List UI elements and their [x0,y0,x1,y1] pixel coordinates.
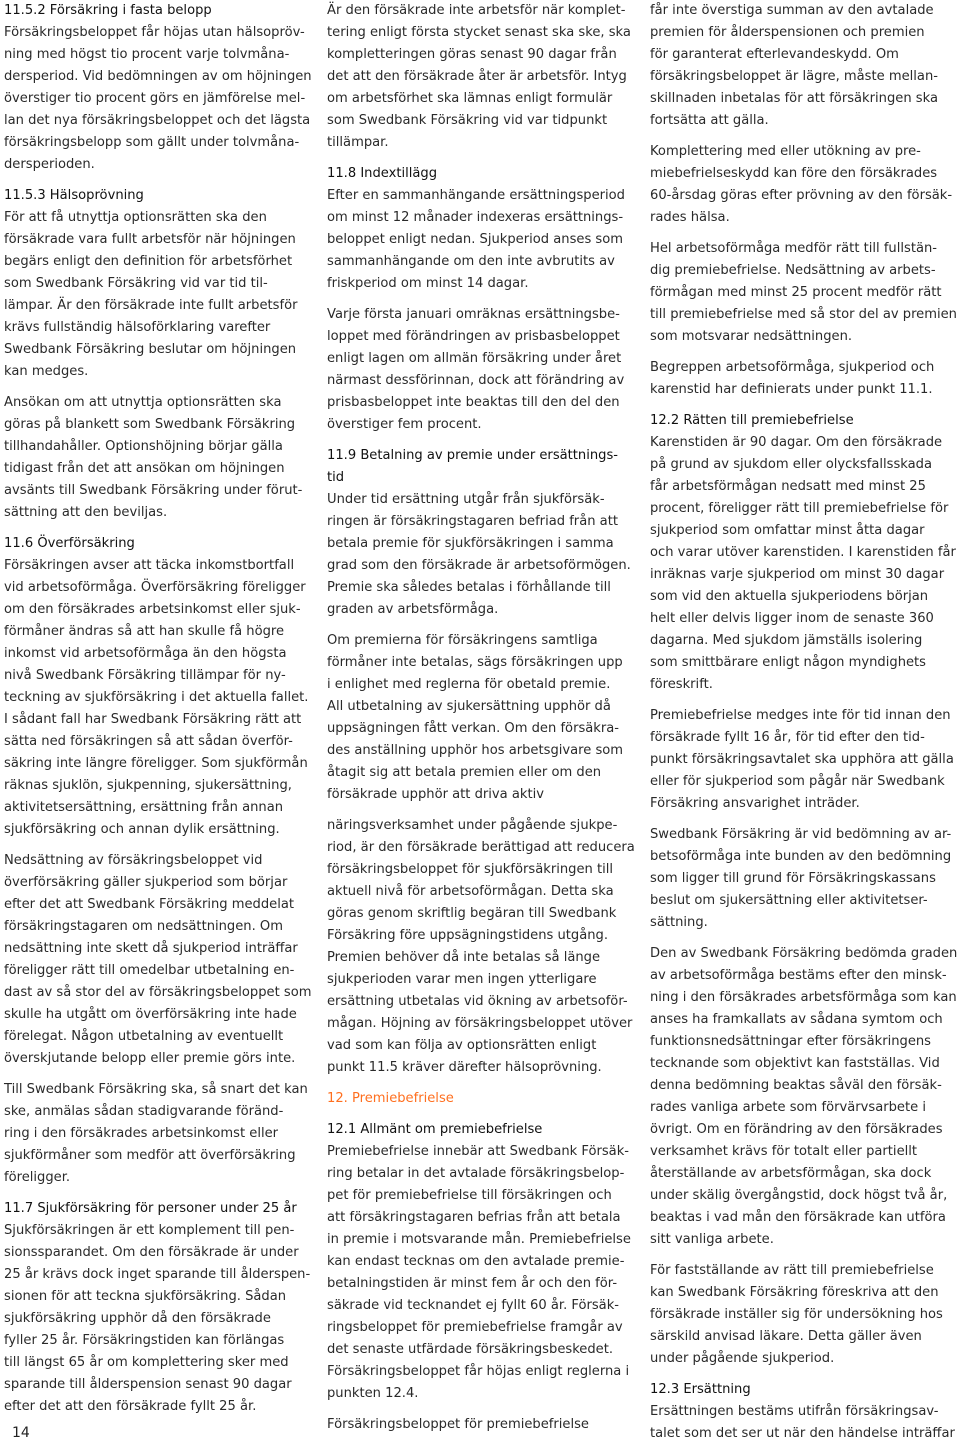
body-text-line: ersättning utbetalas vid ökning av arbetsoför- [327,994,628,1009]
body-text-line: som Swedbank Försäkring vid var tid til- [4,276,268,291]
body-text-line: procent, föreligger rätt till premiebefrielse för [650,501,949,516]
body-text-line: föreligger. [4,1170,71,1185]
paragraph-gap [650,1370,960,1379]
body-text-line: helt eller delvis ligger inom de senaste 360 [650,611,934,626]
body-text-line: dagarna. Med sjukdom jämställs isolering [650,633,923,648]
body-text-line: skillnaden inbetalas för att försäkringen ska [650,91,938,106]
body-text-line: loppet med förändringen av prisbasbeloppet [327,329,620,344]
body-text-line: eller för sjukperiod som pågår när Swedbank [650,774,945,789]
body-text-line: 60-årsdag göras efter prövning av den försäk- [650,188,953,203]
body-text-line: All utbetalning av sjukersättning upphör då [327,699,611,714]
body-text-line: förmåner inte betalas, sägs försäkringen upp [327,655,623,670]
body-text-line: göras på blankett som Swedbank Försäkring [4,417,296,432]
paragraph-gap [327,1110,637,1119]
body-text-line: får arbetsförmågan nedsatt med minst 25 [650,479,926,494]
body-text-line: tecknande som objektivt kan fastställas. Vid [650,1056,940,1071]
body-text-line: anses ha framkallats av sådana symtom och [650,1012,943,1027]
body-text-line: som motsvarar nedsättningen. [650,329,853,344]
body-text-line: sättning att den beviljas. [4,505,168,520]
body-text-line: närmast dessförinnan, dock att förändring av [327,373,625,388]
body-text-line: förmågan med minst 25 procent medför rätt [650,285,942,300]
body-text-line: överstiger tio procent görs en jämförelse mel- [4,91,306,106]
paragraph-gap [650,934,960,943]
paragraph-gap [650,815,960,824]
body-text-line: 25 år krävs dock inget sparande till ålderspen- [4,1267,311,1282]
body-text-line: på grund av sjukdom eller olycksfallsskada [650,457,932,472]
body-text-line: Hel arbetsoförmåga medför rätt till fullstän- [650,241,938,256]
section-heading: 12.1 Allmänt om premiebefrielse [327,1122,543,1137]
body-text-line: försäkrade upphör att driva aktiv [327,787,544,802]
text-column-3 [650,0,960,1445]
body-text-line: Premiebefrielse innebär att Swedbank Försäk- [327,1144,629,1159]
body-text-line: premien för ålderspensionen och premien [650,25,925,40]
body-text-line: betala premie för sjukförsäkringen i samma [327,536,614,551]
body-text-line: inkomst vid arbetsoförmåga än den högsta [4,646,287,661]
body-text-line: dersperioden. [4,157,95,172]
section-heading: 11.5.2 Försäkring i fasta belopp [4,3,212,18]
body-text-line: vid arbetsoförmåga. Överförsäkring föreligger [4,580,306,595]
body-text-line: ringen är försäkringstagaren befriad från att [327,514,618,529]
body-text-line: För fastställande av rätt till premiebefrielse [650,1263,934,1278]
paragraph-gap [327,295,637,304]
section-heading: 12.3 Ersättning [650,1382,751,1397]
body-text-line: miebefrielseskydd kan före den försäkrades [650,166,938,181]
paragraph-gap [4,1070,312,1079]
body-text-line: aktuell nivå för arbetsoförmågan. Detta ska [327,884,614,899]
body-text-line: Premien behöver då inte betalas så länge [327,950,601,965]
section-heading: 11.8 Indextillägg [327,166,438,181]
body-text-line: verksamhet krävs för totalt eller partiellt [650,1144,918,1159]
section-heading: 11.9 Betalning av premie under ersättnings- [327,448,619,463]
body-text-line: säkring inte längre föreligger. Som sjukförmån [4,756,308,771]
body-text-line: i enlighet med reglerna för obetald premie. [327,677,611,692]
body-text-line: att försäkringstagaren befrias från att betala [327,1210,621,1225]
body-text-line: dersperiod. Vid bedömningen av om höjningen [4,69,312,84]
paragraph-gap [650,132,960,141]
paragraph-gap [650,229,960,238]
body-text-line: tidigast från det att ansökan om höjningen [4,461,285,476]
body-text-line: punkten 12.4. [327,1386,419,1401]
body-text-line: sitt vanliga arbete. [650,1232,774,1247]
body-text-line: återställande av arbetsförmågan, ska dock [650,1166,932,1181]
body-text-line: försäkrade fyllt 16 år, för tid efter den tid- [650,730,925,745]
body-text-line: fortsätta att gälla. [650,113,769,128]
body-text-line: karenstid har definierats under punkt 11.1. [650,382,933,397]
body-text-line: inräknas varje sjukperiod om minst 30 dagar [650,567,945,582]
body-text-line: föreligger rätt till omedelbar utbetalning en- [4,963,295,978]
paragraph-gap [650,348,960,357]
paragraph-gap [650,401,960,410]
body-text-line: kompletteringen göras senast 90 dagar från [327,47,617,62]
body-text-line: sammanhängande om den inte avbrutits av [327,254,615,269]
body-text-line: Varje första januari omräknas ersättningsbe- [327,307,620,322]
body-text-line: rades vanliga arbete som förvärvsarbete i [650,1100,926,1115]
paragraph-gap [4,841,312,850]
body-text-line: Är den försäkrade inte arbetsför när komplet- [327,3,626,18]
body-text-line: får inte överstiga summan av den avtalade [650,3,934,18]
body-text-line: ske, anmälas sådan stadigvarande föränd- [4,1104,284,1119]
body-text-line: föreskrift. [650,677,713,692]
body-text-line: till premiebefrielse med så stor del av premien [650,307,957,322]
section-heading: 11.7 Sjukförsäkring för personer under 25 år [4,1201,297,1216]
body-text-line: Försäkringen avser att täcka inkomstbortfall [4,558,295,573]
paragraph-gap [327,1079,637,1088]
body-text-line: Swedbank Försäkring är vid bedömning av ar- [650,827,952,842]
text-column-1 [4,0,312,1418]
body-text-line: under skälig övergångstid, dock högst två år, [650,1188,948,1203]
body-text-line: tillhandahåller. Optionshöjning börjar gälla [4,439,283,454]
body-text-line: denna bedömning beaktas såväl den försäk- [650,1078,942,1093]
body-text-line: betalningstiden är minst fem år och den för- [327,1276,618,1291]
body-text-line: Begreppen arbetsoförmåga, sjukperiod och [650,360,935,375]
body-text-line: riod, är den försäkrade berättigad att reducera [327,840,635,855]
body-text-line: Den av Swedbank Försäkring bedömda graden [650,946,958,961]
body-text-line: det att den försäkrade åter är arbetsför. Intyg [327,69,627,84]
body-text-line: sjukförsäkring upphör då den försäkrade [4,1311,271,1326]
body-text-line: Nedsättning av försäkringsbeloppet vid [4,853,263,868]
section-heading: 12.2 Rätten till premiebefrielse [650,413,854,428]
paragraph-gap [650,1251,960,1260]
body-text-line: om den försäkrades arbetsinkomst eller sjuk- [4,602,301,617]
body-text-line: graden av arbetsförmåga. [327,602,499,617]
body-text-line: tillämpar. [327,135,389,150]
body-text-line: sättning. [650,915,708,930]
body-text-line: Om premierna för försäkringens samtliga [327,633,598,648]
body-text-line: Sjukförsäkringen är ett komplement till pen- [4,1223,295,1238]
body-text-line: Ersättningen bestäms utifrån försäkringsav- [650,1404,939,1419]
body-text-line: skulle ha utgått om överförsäkring inte hade [4,1007,297,1022]
body-text-line: ning med högst tio procent varje tolvmåna- [4,47,290,62]
body-text-line: försäkringsbeloppet för sjukförsäkringen till [327,862,614,877]
body-text-line: sjukförmåner som medför att överförsäkring [4,1148,296,1163]
body-text-line: mågan. Höjning av försäkringsbeloppet utöver [327,1016,633,1031]
body-text-line: till längst 65 år om komplettering sker med [4,1355,289,1370]
body-text-line: sparande till ålderspension senast 90 dagar [4,1377,292,1392]
body-text-line: sjukförsäkring och annan dylik ersättning. [4,822,280,837]
body-text-line: försäkringstagaren om nedsättningen. Om [4,919,283,934]
body-text-line: och varar utöver karenstiden. I karenstiden får [650,545,956,560]
body-text-line: nivå Swedbank Försäkring tillämpar för ny- [4,668,286,683]
body-text-line: som ligger till grund för Försäkringskassans [650,871,936,886]
chapter-heading: 12. Premiebefrielse [327,1091,454,1106]
body-text-line: beslut om sjukersättning eller aktivitetser- [650,893,928,908]
body-text-line: särskild anvisad läkare. Detta gäller även [650,1329,922,1344]
body-text-line: om minst 12 månader indexeras ersättnings- [327,210,624,225]
body-text-line: Premie ska således betalas i förhållande till [327,580,611,595]
body-text-line: kan endast tecknas om den avtalade premie- [327,1254,625,1269]
body-text-line: näringsverksamhet under pågående sjukpe- [327,818,618,833]
body-text-line: Försäkring före uppsägningstidens utgång. [327,928,609,943]
body-text-line: Swedbank Försäkring beslutar om höjningen [4,342,297,357]
body-text-line: efter det att Swedbank Försäkring meddelat [4,897,295,912]
body-text-line: ning i den försäkrades arbetsförmåga som kan [650,990,957,1005]
body-text-line: sätta ned försäkringen så att sådan överför- [4,734,293,749]
body-text-line: Komplettering med eller utökning av pre- [650,144,921,159]
body-text-line: beaktas i vad mån den försäkrade kan utföra [650,1210,946,1225]
body-text-line: uppsägningen fått verkan. Om den försäkra- [327,721,620,736]
body-text-line: aktivitetsersättning, ersättning från annan [4,800,284,815]
body-text-line: punkt 11.5 kräver därefter hälsoprövning. [327,1060,602,1075]
body-text-line: ring i den försäkrades arbetsinkomst eller [4,1126,279,1141]
body-text-line: in premie i motsvarande mån. Premiebefrielse [327,1232,631,1247]
body-text-line: lan det nya försäkringsbeloppet och det lägsta [4,113,311,128]
body-text-line: friskperiod om minst 14 dagar. [327,276,529,291]
body-text-line: räknas sjuklön, sjukpenning, sjukersättning, [4,778,292,793]
body-text-line: av arbetsoförmåga bestäms efter den minsk- [650,968,947,983]
body-text-line: lämpar. Är den försäkrade inte fullt arbetsför [4,298,298,313]
body-text-line: sionen för att teckna sjukförsäkring. Sådan [4,1289,287,1304]
paragraph-gap [327,1405,637,1414]
body-text-line: ringsbeloppet för premiebefrielse framgår av [327,1320,623,1335]
body-text-line: För att få utnyttja optionsrätten ska den [4,210,267,225]
body-text-line: Försäkring ansvarighet inträder. [650,796,860,811]
body-text-line: Försäkringsbeloppet får höjas utan hälsopröv- [4,25,305,40]
body-text-line: överstiger fem procent. [327,417,482,432]
body-text-line: pet för premiebefrielse till försäkringen och [327,1188,612,1203]
paragraph-gap [4,176,312,185]
body-text-line: Försäkringsbeloppet får höjas enligt reglerna i [327,1364,630,1379]
body-text-line: försäkrade vara fullt arbetsför när höjningen [4,232,296,247]
body-text-line: vad som kan följa av optionsrätten enligt [327,1038,597,1053]
body-text-line: rades hälsa. [650,210,730,225]
body-text-line: överskjutande belopp eller premie görs inte. [4,1051,296,1066]
body-text-line: funktionsnedsättningar efter försäkringens [650,1034,931,1049]
body-text-line: beloppet enligt nedan. Sjukperiod anses som [327,232,624,247]
body-text-line: kan medges. [4,364,89,379]
body-text-line: säkrade vid tecknandet ej fyllt 60 år. Försäk- [327,1298,619,1313]
body-text-line: försäkrade inställer sig för undersökning hos [650,1307,943,1322]
body-text-line: om arbetsförhet ska lämnas enligt formulär [327,91,613,106]
body-text-line: som smittbärare enligt någon myndighets [650,655,927,670]
body-text-line: dig premiebefrielse. Nedsättning av arbets- [650,263,936,278]
text-column-2 [327,0,637,1436]
body-text-line: ring betalar in det avtalade försäkringsbelop- [327,1166,625,1181]
body-text-line: Till Swedbank Försäkring ska, så snart det kan [4,1082,308,1097]
paragraph-gap [4,383,312,392]
body-text-line: sjukperioden varar men ingen ytterligare [327,972,597,987]
body-text-line: försäkringsbelopp som gällt under tolvmåna- [4,135,300,150]
paragraph-gap [327,154,637,163]
body-text-line: prisbasbeloppet inte beaktas till den del den [327,395,620,410]
paragraph-gap [650,696,960,705]
body-text-line: teckning av sjukförsäkring i det aktuella fallet. [4,690,309,705]
body-text-line: grad som den försäkrade är arbetsoförmögen. [327,558,631,573]
body-text-line: begärs enligt den definition för arbetsförhet [4,254,293,269]
body-text-line: förmåner ändras så att han skulle få högre [4,624,285,639]
body-text-line: I sådant fall har Swedbank Försäkring rätt att [4,712,302,727]
body-text-line: under pågående sjukperiod. [650,1351,835,1366]
body-text-line: des anställning upphör hos arbetsgivare som [327,743,624,758]
section-heading: tid [327,470,345,485]
body-text-line: krävs fullständig hälsoförklaring varefter [4,320,271,335]
paragraph-gap [327,436,637,445]
body-text-line: dast av så stor del av försäkringsbeloppet som [4,985,312,1000]
body-text-line: Premiebefrielse medges inte för tid innan den [650,708,951,723]
body-text-line: tering enligt första stycket senast ska ske, ska [327,25,631,40]
body-text-line: kan Swedbank Försäkring föreskriva att den [650,1285,939,1300]
body-text-line: fyller 25 år. Försäkringstiden kan förlängas [4,1333,285,1348]
body-text-line: överförsäkring gäller sjukperiod som börjar [4,875,288,890]
body-text-line: punkt försäkringsavtalet ska upphöra att gälla [650,752,954,767]
paragraph-gap [4,1189,312,1198]
body-text-line: det senaste utfärdade försäkringsbeskedet. [327,1342,614,1357]
section-heading: 11.5.3 Hälsoprövning [4,188,144,203]
body-text-line: Ansökan om att utnyttja optionsrätten ska [4,395,282,410]
body-text-line: Under tid ersättning utgår från sjukförsäk- [327,492,605,507]
page-number: 14 [12,1425,30,1441]
body-text-line: försäkringsbeloppet är lägre, måste mellan- [650,69,938,84]
body-text-line: Försäkringsbeloppet för premiebefrielse [327,1417,589,1432]
body-text-line: betsoförmåga inte bunden av den bedömning [650,849,952,864]
paragraph-gap [327,806,637,815]
body-text-line: Karenstiden är 90 dagar. Om den försäkrade [650,435,943,450]
body-text-line: talet som det ser ut när den händelse inträffar [650,1426,955,1441]
body-text-line: Efter en sammanhängande ersättningsperiod [327,188,625,203]
body-text-line: efter det att den försäkrade fyllt 25 år. [4,1399,257,1414]
body-text-line: sjukperiod som omfattar minst åtta dagar [650,523,925,538]
body-text-line: sionssparandet. Om den försäkrade är under [4,1245,299,1260]
body-text-line: för garanterat efterlevandeskydd. Om [650,47,899,62]
paragraph-gap [4,524,312,533]
body-text-line: nedsättning inte skett då sjukperiod inträffar [4,941,298,956]
body-text-line: avsänts till Swedbank Försäkring under förut- [4,483,303,498]
body-text-line: som Swedbank Försäkring vid var tidpunkt [327,113,608,128]
body-text-line: enligt lagen om allmän försäkring under året [327,351,622,366]
body-text-line: göras genom skriftlig begäran till Swedbank [327,906,617,921]
body-text-line: åtagit sig att betala premien eller om den [327,765,602,780]
paragraph-gap [327,621,637,630]
body-text-line: förelegat. Någon utbetalning av eventuellt [4,1029,284,1044]
section-heading: 11.6 Överförsäkring [4,536,135,551]
body-text-line: övrigt. Om en förändring av den försäkrades [650,1122,943,1137]
body-text-line: som vid den aktuella sjukperiodens början [650,589,929,604]
